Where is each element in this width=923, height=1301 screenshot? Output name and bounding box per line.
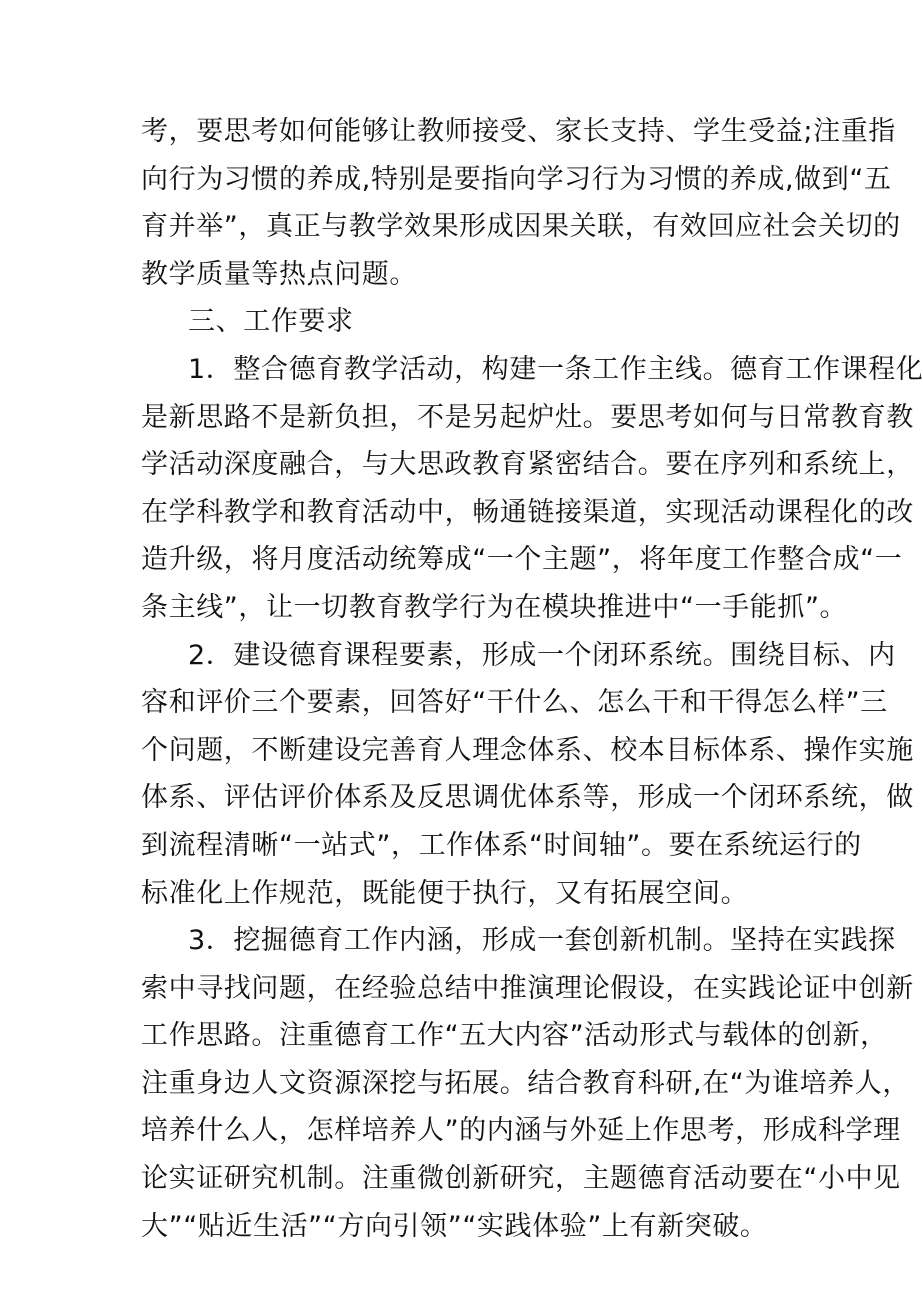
text-line: 注重身边人文资源深挖与拓展。结合教育科研,在“为谁培养人，: [141, 1067, 910, 1099]
item-3-paragraph: [141, 917, 914, 1250]
text-line: 在学科教学和教育活动中，畅通链接渠道，实现活动课程化的改: [141, 496, 914, 528]
text-line: 条主线”，让一切教育教学行为在模块推进中“一手能抓”。: [141, 591, 848, 623]
text-line: 学活动深度融合，与大思政教育紧密结合。要在序列和系统上，: [141, 449, 914, 481]
text-line: 教学质量等热点问题。: [141, 258, 417, 290]
text-line: 是新思路不是新负担，不是另起炉灶。要思考如何与日常教育教: [141, 401, 914, 433]
text-line: 索中寻找问题，在经验总结中推演理论假设，在实践论证中创新: [141, 972, 914, 1004]
text-line: 标准化上作规范，既能便于执行，又有拓展空间。: [141, 877, 749, 909]
text-line: 论实证研究机制。注重微创新研究，主题德育活动要在“小中见: [141, 1163, 901, 1195]
item-1-paragraph: [141, 346, 923, 632]
item-2-paragraph: [141, 632, 914, 918]
text-line: 育并举”，真正与教学效果形成因果关联，有效回应社会关切的: [141, 211, 901, 243]
text-line: 到流程清晰“一站式”，工作体系“时间轴”。要在系统运行的: [141, 829, 862, 861]
text-line: 容和评价三个要素，回答好“干什么、怎么干和干得怎么样”三: [141, 687, 888, 719]
text-line: 2．建设德育课程要素，形成一个闭环系统。围绕目标、内: [188, 639, 896, 671]
text-line: 个问题，不断建设完善育人理念体系、校本目标体系、操作实施: [141, 734, 914, 766]
text-line: 培养什么人，怎样培养人”的内涵与外延上作思考，形成科学理: [141, 1115, 901, 1147]
text-line: 大”“贴近生活”“方向引领”“实践体验”上有新突破。: [141, 1210, 768, 1242]
text-line: 考，要思考如何能够让教师接受、家长支持、学生受益;注重指: [141, 116, 896, 147]
text-line: 向行为习惯的养成,特别是要指向学习行为习惯的养成,做到“五: [141, 163, 892, 195]
section-heading-paragraph: [141, 298, 796, 346]
text-line: 造升级，将月度活动统筹成“一个主题”，将年度工作整合成“一: [141, 544, 903, 576]
document-body: [141, 108, 923, 1250]
text-line: 工作思路。注重德育工作“五大内容”活动形式与载体的创新，: [141, 1020, 888, 1052]
text-line: 体系、评估评价体系及反思调优体系等，形成一个闭环系统，做: [141, 782, 914, 814]
paragraph-continuation: [141, 108, 901, 298]
text-line: 3．挖掘德育工作内涵，形成一套创新机制。坚持在实践探: [188, 925, 896, 957]
text-line: 1．整合德育教学活动，构建一条工作主线。德育工作课程化: [188, 353, 923, 385]
section-heading: 三、工作要求: [188, 306, 354, 338]
